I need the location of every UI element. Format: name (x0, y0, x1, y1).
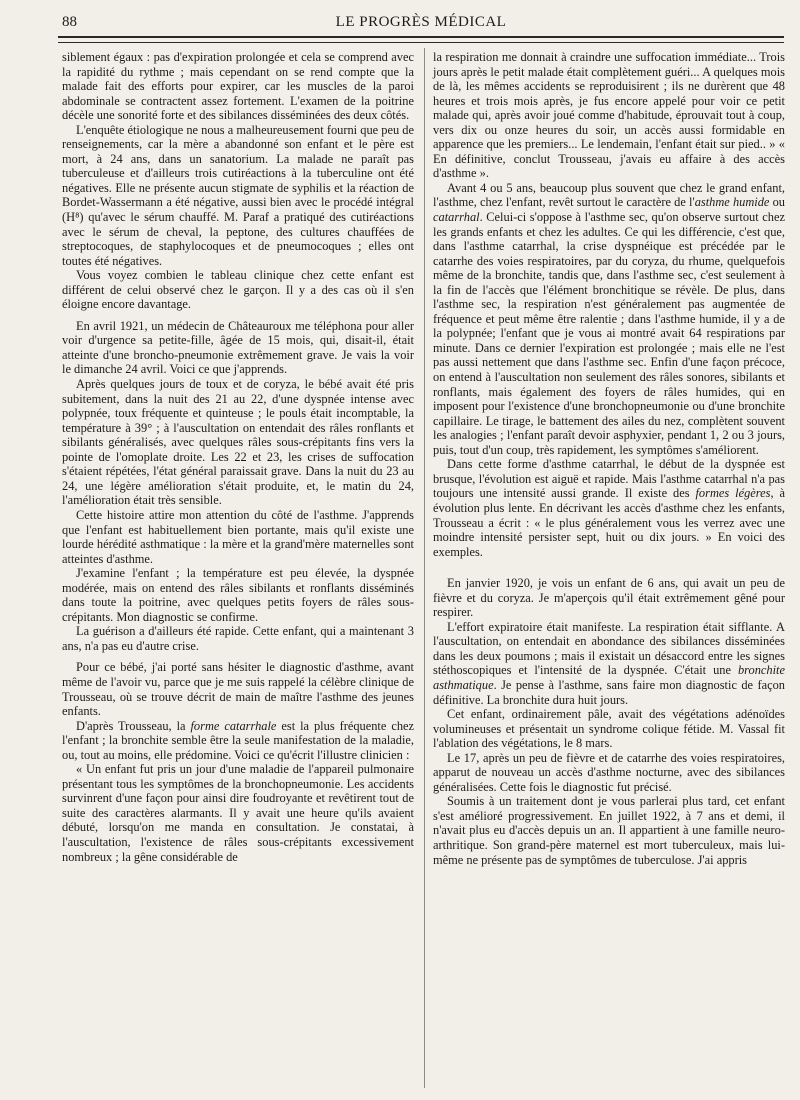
paragraph (433, 181, 785, 457)
text-run: Avant 4 ou 5 ans, beaucoup plus souvent que chez le grand enfant, l'asthme, chez l'enfant, revêt surtout le caractère de l' (433, 180, 785, 210)
paragraph: Le 17, après un peu de fièvre et de catarrhe des voies respiratoires, apparut de nouveau un accès d'asthme nocturne, avec des sibilances généralisées. Cette fois le diagnostic fut précisé. (433, 750, 785, 794)
paragraph: La guérison a d'ailleurs été rapide. Cette enfant, qui a maintenant 3 ans, n'a pas eu d'autre crise. (62, 624, 414, 653)
paragraph: Vous voyez combien le tableau clinique chez cette enfant est différent de celui observé chez le garçon. Il y a des cas où il s'en éloigne encore davantage. (62, 268, 414, 312)
paragraph: Pour ce bébé, j'ai porté sans hésiter le diagnostic d'asthme, avant même de l'avoir vu, parce que je me suis rappelé la célèbre clinique de Trousseau, où se trouve décrit de main de maître l'asthme des jeunes enfants. (62, 660, 414, 719)
paragraph (433, 457, 785, 559)
page-number: 88 (62, 14, 77, 30)
text-run: . Je pense à l'asthme, sans faire mon diagnostic de façon définitive. La bronchite dura huit jours. (433, 677, 785, 707)
paragraph: Cette histoire attire mon attention du côté de l'asthme. J'apprends que l'enfant est habituellement bien portante, mais qu'il existe une lourde hérédité asthmatique : la mère et la grand'mère maternelles sont atteintes d'asthme. (62, 507, 414, 566)
italic-term: forme catarrhale (190, 718, 277, 733)
text-run: est la plus fréquente chez l'enfant ; la bronchite semble être la seule manifestation de la maladie, ou, tout au moins, elle prédomine. Voici ce qu'écrit l'illustre clinicien : (62, 718, 415, 762)
paragraph: J'examine l'enfant ; la température est peu élevée, la dyspnée modérée, mais on entend des râles sibilants et ronflants disséminés dans toute la poitrine, avec quelques petits foyers de râles sous-crépitants. Mon diagnostic se confirme. (62, 566, 414, 624)
text-run: . Celui-ci s'oppose à l'asthme sec, qu'on observe surtout chez les grands enfants et chez les adultes. Ce qui les différencie, c'est que, dans l'asthme catarrhal, la crise dyspnéique est précédée par le catarrhe des voies respiratoires, par du coryza, du rhume, quelquefois même de la bronchite, tandis que, dans l'asthme sec, c'est seulement à la fin de l'accès que l'élément bronchitique se révèle. De plus, dans l'asthme sec, la respiration n'est généralement pas augmentée de fréquence et peut même être ralentie ; dans l'asthme humide, il y a de la polypnée; l'enfant que je vous ai montré avait 64 respirations par minute. Dans ce dernier l'expiration est prolongée ; mais elle ne l'est pas aussi nettement que dans l'asthme sec. Enfin d'une façon précoce, on entend à l'auscultation non seulement des râles sonores, sibilants et ronflants, mais également des foyers de râles humides, qui en imposent pour l'existence d'une bronchopneumonie ou d'une bronchite capillaire. Le tirage, le battement des ailes du nez, complètent souvent les analogies ; l'enfant paraît devoir asphyxier, pendant 1, 2 ou 3 jours, puis, tout d'un coup, très rapidement, les symptômes s'améliorent. (433, 210, 785, 457)
paragraph: En janvier 1920, je vois un enfant de 6 ans, qui avait un peu de fièvre et du coryza. Je m'aperçois qu'il était extrêmement gêné pour respirer. (433, 576, 785, 620)
header-rule (58, 36, 784, 43)
right-column (433, 50, 785, 867)
text-run: D'après Trousseau, la (76, 718, 191, 733)
italic-term: bronchite asthmatique (433, 663, 785, 692)
paragraph: Cet enfant, ordinairement pâle, avait des végétations adénoïdes volumineuses et présentait un syndrome colique fétide. M. Vassal fit l'ablation des végétations, le 8 mars. (433, 707, 785, 751)
quotation: « Un enfant fut pris un jour d'une maladie de l'appareil pulmonaire présentant tous les symptômes de la bronchopneumonie. Les accidents survinrent d'une façon pour ainsi dire foudroyante et revêtirent tout de suite des caractères alarmants. Il y avait une heure qu'ils avaient débuté, lorsqu'on me manda en consultation. Je constatai, à l'auscultation, l'existence de râles sous-crépitants excessivement nombreux ; la gêne considérable de (62, 762, 414, 864)
text-run: Dans cette forme d'asthme catarrhal, le début de la dyspnée est brusque, l'évolution est aiguë et rapide. Mais l'asthme catarrhal n'a pas toujours une intensité aussi grande. Il existe des (433, 457, 785, 501)
paragraph: L'enquête étiologique ne nous a malheureusement fourni que peu de renseignements, car la mère a abandonné son enfant et le père est mort, à 24 ans, dans un sanatorium. La malade ne paraît pas tuberculeuse et d'ailleurs trois cutiréactions à la tuberculine ont été négatives. Elle ne présente aucun stigmate de syphilis et la réaction de Bordet-Wassermann a été négative, aussi bien avec le procédé intégral (H⁸) qu'avec le sérum chauffé. M. Paraf a pratiqué des cutiréactions avec le sérum de cheval, la peptone, des cultures chauffées de streptocoques, de staphylocoques et de pneumocoques ; elles ont toutes été négatives. (62, 122, 414, 268)
journal-title: LE PROGRÈS MÉDICAL (335, 14, 507, 30)
text-run: , à évolution plus lente. En décrivant les accès d'asthme chez les enfants, Trousseau a écrit : « le plus généralement vous les verrez avec une moindre intensité persister sept, huit ou dix jours. » En voici des exemples. (433, 486, 785, 559)
left-column (62, 50, 414, 864)
text-run: ou (769, 195, 785, 210)
paragraph: Soumis à un traitement dont je vous parlerai plus tard, cet enfant s'est amélioré progressivement. En juillet 1922, à 7 ans et demi, il n'avait plus eu d'accès depuis un an. Il appartient à une famille neuro-arthritique. Son grand-père maternel est mort tuberculeux, mais lui-même ne présente pas de symptômes de tuberculose. J'ai appris (433, 794, 785, 867)
paragraph: Après quelques jours de toux et de coryza, le bébé avait été pris subitement, dans la nuit des 21 au 22, d'une dyspnée intense avec polypnée, toux fréquente et quinteuse ; le pouls était incomptable, la température à 39° ; à l'auscultation on entendait des râles ronflants et sibilants généralisés, avec quelques râles sous-crépitants fins vers la pointe de l'omoplate droite. Les 22 et 23, les crises de suffocation s'étaient répétées, l'état général paraissait grave. Dans la nuit du 23 au 24, une légère amélioration s'était produite, et, le matin du 24, l'amélioration était très sensible. (62, 377, 414, 508)
column-divider (424, 48, 425, 1088)
paragraph: siblement égaux : pas d'expiration prolongée et cela se comprend avec la rapidité du rythme ; mais cependant on se rend compte que la malade fait des efforts pour expirer, car les muscles de la paroi abdominale se contractent assez fortement. L'examen de la poitrine décèle une sonorité forte et des sibilances disséminées des deux côtés. (62, 50, 414, 123)
paragraph (433, 620, 785, 707)
paragraph: En avril 1921, un médecin de Châteauroux me téléphona pour aller voir d'urgence sa petite-fille, âgée de 15 mois, qui, disait-il, était atteinte d'une broncho-pneumonie extrêmement grave. Je vais la voir le dimanche 24 avril. Voici ce que j'apprends. (62, 318, 414, 377)
quotation-continued: la respiration me donnait à craindre une suffocation immédiate... Trois jours après le petit malade était complètement guéri... A quelques mois de là, les mêmes accidents se reproduisirent ; ils ne durèrent que 48 heures et trois mois après, je fus encore appelé pour voir ce petit malade qui, après avoir joué comme d'habitude, éprouvait tout à coup, vers dix ou onze heures du soir, un accès aussi formidable en apparence que les premiers... Le lendemain, l'enfant était sur pied.. » « En définitive, conclut Trousseau, j'avais eu affaire à des accès d'asthme ». (433, 50, 785, 181)
text-run: L'effort expiratoire était manifeste. La respiration était sifflante. A l'auscultation, on entendait en abondance des sibilances disséminées dans les deux poumons ; mais il existait un désaccord entre les signes stéthoscopiques et l'intensité de la dyspnée. C'était une (433, 619, 785, 678)
italic-term: formes légères (695, 486, 771, 501)
italic-term: asthme humide (694, 195, 770, 210)
italic-term: catarrhal (433, 210, 480, 225)
page-header (58, 12, 784, 34)
paragraph (62, 719, 414, 763)
